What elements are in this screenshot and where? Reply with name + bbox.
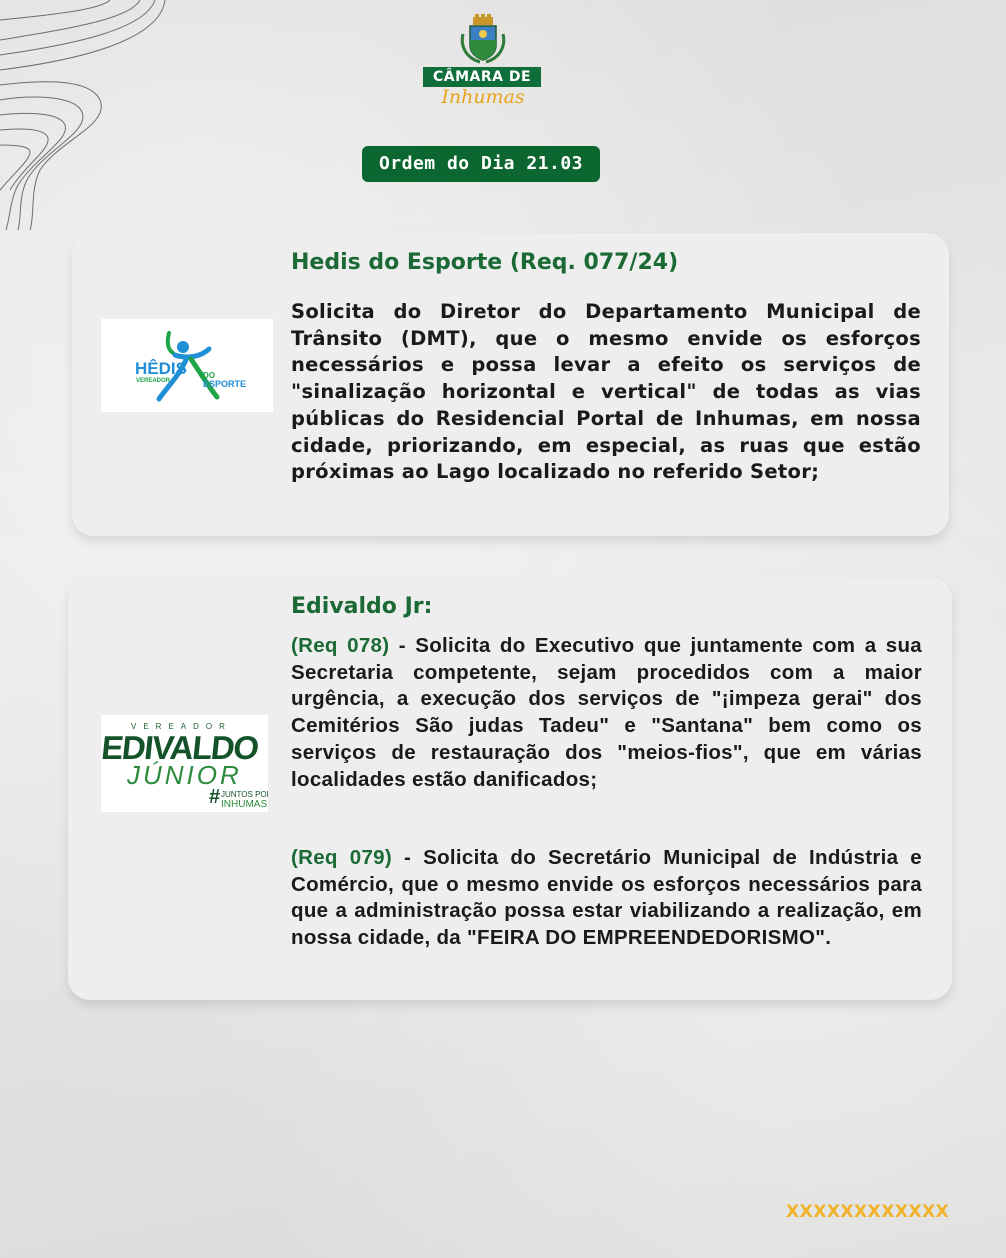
footer-placeholder-text: XXXXXXXXXXXX [786,1202,950,1222]
card-body-text: Solicita do Diretor do Departamento Municipal de Trânsito (DMT), que o mesmo envide os esforços necessários e possa levar a efeito os serviços de "sinalização horizontal e vertical" de todas as vias públicas do Residencial Portal de Inhumas, em nossa cidade, priorizando, em especial, as ruas que estão próximas ao Lago localizado no referido Setor; [291,300,921,484]
svg-text:JÚNIOR: JÚNIOR [127,760,242,790]
camara-logo [418,14,548,114]
athlete-figure-icon [101,319,273,412]
svg-text:VEREADOR: VEREADOR [131,722,232,731]
request-description: - Solicita do Secretário Municipal de Indústria e Comércio, que o mesmo envide os esforços necessários para que a administração possa estar viabilizando a realização, em nossa cidade, da "FEIRA DO EMPREENDEDORISMO". [291,846,923,950]
request-079-text [291,845,922,952]
svg-text:#: # [209,786,221,808]
svg-text:HÊDIS: HÊDIS [135,359,187,378]
request-description: - Solicita do Executivo que juntamente com a sua Secretaria competente, sejam procedidos com a maior urgência, a execução dos serviços de "¡impeza gerai" dos Cemitérios São judas Tadeu" e "Santana" bem como os serviços de restauração dos "meios-fios", que em várias localidades estão danificados; [291,634,922,791]
request-code: (Req 078) [291,634,390,657]
date-pill: Ordem do Dia 21.03 [362,146,600,182]
svg-text:EDIVALDO: EDIVALDO [101,730,260,767]
hedis-logo [101,319,273,412]
logo-name-badge: CÂMARA DE [423,67,541,87]
request-card-hedis [72,233,949,536]
svg-text:ESPORTE: ESPORTE [203,379,247,389]
coat-of-arms-icon [458,14,508,66]
svg-text:DO: DO [203,371,215,380]
decorative-lines [0,0,170,230]
request-078-text [291,633,922,793]
svg-text:JUNTOS POR: JUNTOS POR [221,790,268,799]
svg-text:INHUMAS: INHUMAS [221,799,268,810]
edivaldo-logo [101,715,268,812]
card-title: Hedis do Esporte (Req. 077/24) [291,250,679,275]
svg-text:VEREADOR: VEREADOR [136,378,171,384]
request-card-edivaldo [68,577,952,1000]
card-title: Edivaldo Jr: [291,594,433,619]
request-code: (Req 079) [291,846,392,869]
logo-city-script: Inhumas [441,86,525,108]
